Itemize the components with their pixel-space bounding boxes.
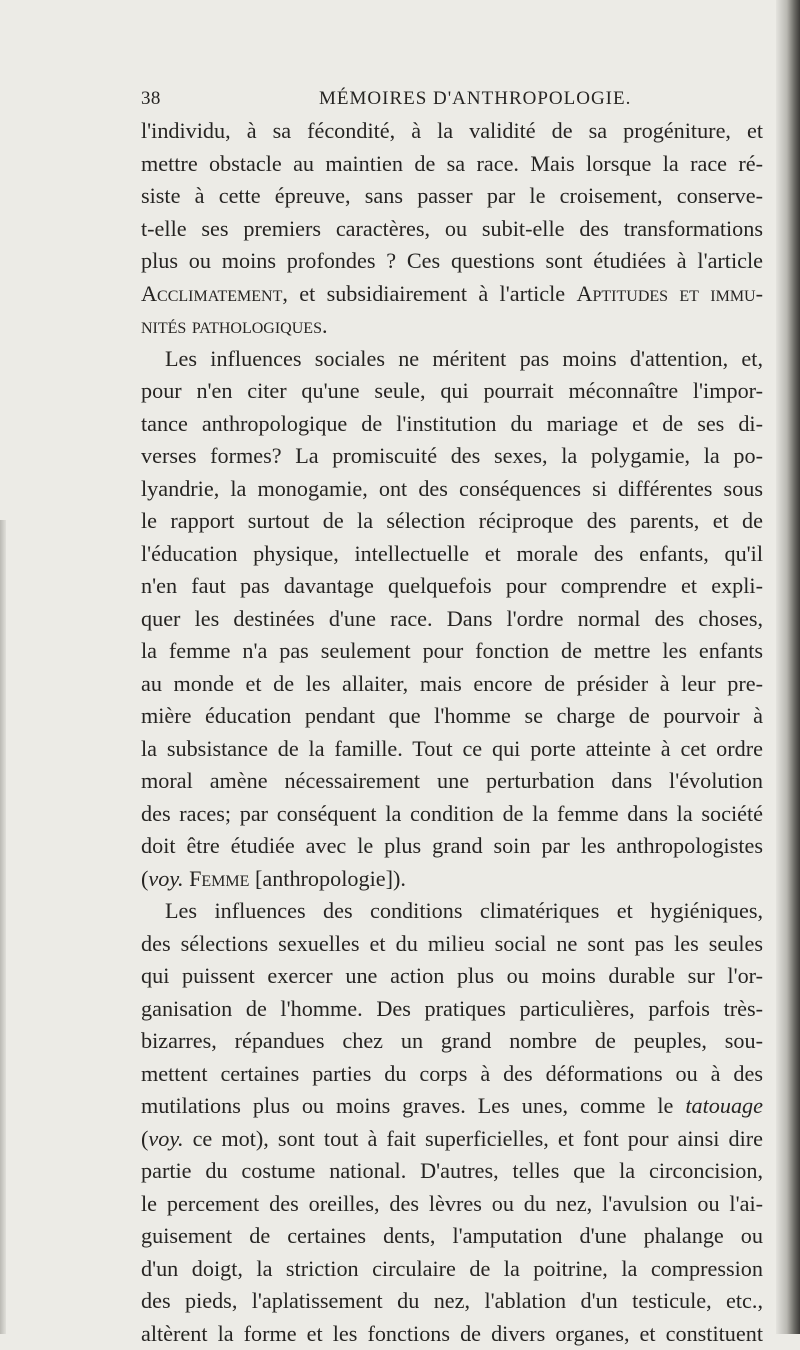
text-line: mettre obstacle au maintien de sa race. Mais lorsque la race ré- (141, 148, 763, 181)
text-line: verses formes? La promiscuité des sexes, la polygamie, la po- (141, 440, 763, 473)
text-line: lyandrie, la monogamie, ont des conséquences si différentes sous (141, 473, 763, 506)
text-line (141, 310, 763, 343)
text-segment: ce mot), sont tout à fait superficielles, et font pour ainsi dire (184, 1126, 763, 1151)
text-segment: [anthropologie]). (249, 866, 406, 891)
small-caps-reference: Femme (189, 866, 249, 891)
text-line: l'éducation physique, intellectuelle et morale des enfants, qu'il (141, 538, 763, 571)
text-line: plus ou moins profondes ? Ces questions sont étudiées à l'article (141, 245, 763, 278)
italic-term: tatouage (685, 1093, 763, 1118)
text-line: tance anthropologique de l'institution du mariage et de ses di- (141, 408, 763, 441)
small-caps-reference: nités pathologiques (141, 313, 322, 338)
text-line: d'un doigt, la striction circulaire de la poitrine, la compression (141, 1253, 763, 1286)
small-caps-reference: Acclimatement (141, 281, 282, 306)
text-segment: ( (141, 1126, 148, 1151)
text-line: moral amène nécessairement une perturbation dans l'évolution (141, 765, 763, 798)
text-segment: . (322, 313, 328, 338)
text-line: la femme n'a pas seulement pour fonction de mettre les enfants (141, 635, 763, 668)
text-line: ganisation de l'homme. Des pratiques particulières, parfois très- (141, 993, 763, 1026)
text-line: des races; par conséquent la condition de la femme dans la société (141, 798, 763, 831)
text-segment: mutilations plus ou moins graves. Les unes, comme le (141, 1093, 685, 1118)
paragraph-start-line: Les influences des conditions climatériques et hygiéniques, (141, 895, 763, 928)
text-line: le percement des oreilles, des lèvres ou du nez, l'avulsion ou l'ai- (141, 1188, 763, 1221)
text-line: qui puissent exercer une action plus ou moins durable sur l'or- (141, 960, 763, 993)
text-line: pour n'en citer qu'une seule, qui pourrait méconnaître l'impor- (141, 375, 763, 408)
paragraph-start-line: Les influences sociales ne méritent pas moins d'attention, et, (141, 343, 763, 376)
text-line: partie du costume national. D'autres, telles que la circoncision, (141, 1155, 763, 1188)
small-caps-reference: Aptitudes et immu- (576, 281, 763, 306)
body-text (141, 115, 763, 1350)
text-segment: ( (141, 866, 148, 891)
text-line (141, 1090, 763, 1123)
text-line: l'individu, à sa fécondité, à la validité de sa progéniture, et (141, 115, 763, 148)
running-head: MÉMOIRES D'ANTHROPOLOGIE. (319, 88, 631, 110)
text-line: quer les destinées d'une race. Dans l'ordre normal des choses, (141, 603, 763, 636)
page-edge-shadow-left (0, 520, 6, 1334)
text-line (141, 278, 763, 311)
text-line: bizarres, répandues chez un grand nombre de peuples, sou- (141, 1025, 763, 1058)
text-line: au monde et de les allaiter, mais encore de présider à leur pre- (141, 668, 763, 701)
text-line: des sélections sexuelles et du milieu social ne sont pas les seules (141, 928, 763, 961)
italic-abbreviation: voy. (148, 866, 183, 891)
text-line: guisement de certaines dents, l'amputation d'une phalange ou (141, 1220, 763, 1253)
text-line (141, 863, 763, 896)
text-line (141, 1123, 763, 1156)
text-line: doit être étudiée avec le plus grand soin par les anthropologistes (141, 830, 763, 863)
text-line: altèrent la forme et les fonctions de divers organes, et constituent (141, 1318, 763, 1350)
text-line: siste à cette épreuve, sans passer par le croisement, conserve- (141, 180, 763, 213)
text-line: mettent certaines parties du corps à des déformations ou à des (141, 1058, 763, 1091)
text-line: n'en faut pas davantage quelquefois pour comprendre et expli- (141, 570, 763, 603)
text-line: la subsistance de la famille. Tout ce qui porte atteinte à cet ordre (141, 733, 763, 766)
text-line: mière éducation pendant que l'homme se charge de pourvoir à (141, 700, 763, 733)
text-line: le rapport surtout de la sélection réciproque des parents, et de (141, 505, 763, 538)
book-binding-shadow (776, 0, 800, 1334)
page-header (141, 88, 761, 114)
text-line: des pieds, l'aplatissement du nez, l'ablation d'un testicule, etc., (141, 1285, 763, 1318)
page-number: 38 (141, 88, 161, 110)
italic-abbreviation: voy. (148, 1126, 183, 1151)
text-line: t-elle ses premiers caractères, ou subit-elle des transformations (141, 213, 763, 246)
text-segment: , et subsidiairement à l'article (282, 281, 576, 306)
